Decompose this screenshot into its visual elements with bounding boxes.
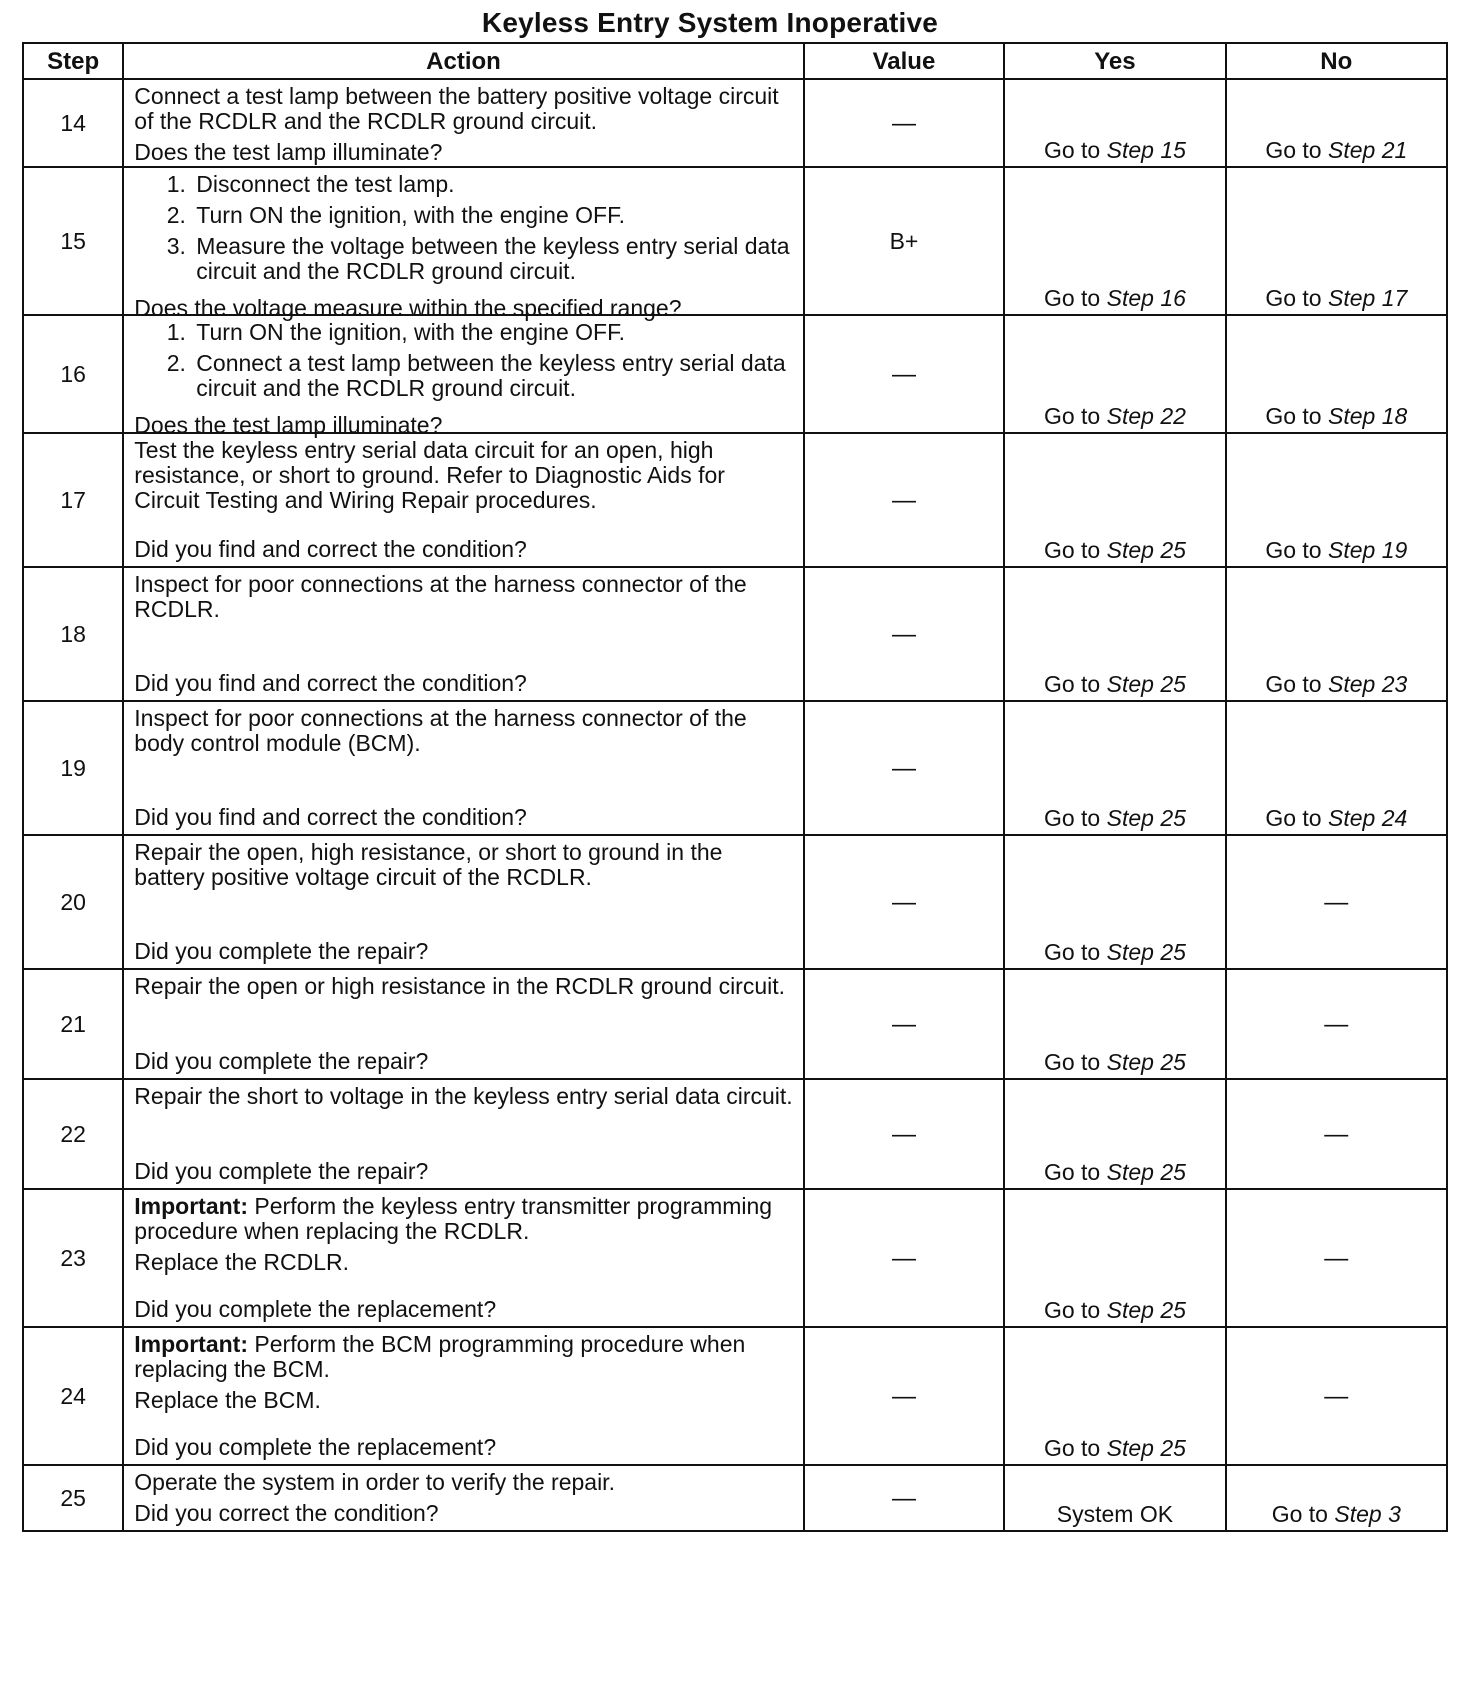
no-cell bbox=[1226, 1327, 1447, 1465]
no-go-to-link[interactable] bbox=[1265, 671, 1407, 697]
table-row bbox=[23, 79, 1447, 167]
go-to-label: Go to bbox=[1043, 939, 1101, 965]
action-content bbox=[134, 840, 794, 964]
no-go-to-link[interactable] bbox=[1265, 137, 1407, 163]
action-cell bbox=[123, 315, 803, 438]
action-cell bbox=[123, 835, 803, 969]
table-row bbox=[23, 433, 1447, 567]
action-text: Inspect for poor connections at the harness connector of the body control module (BCM). bbox=[134, 705, 747, 756]
action-cell bbox=[123, 1079, 803, 1189]
table-row bbox=[23, 701, 1447, 835]
no-dash: — bbox=[1324, 1244, 1349, 1272]
action-content bbox=[134, 1084, 794, 1184]
action-text: Inspect for poor connections at the harness connector of the RCDLR. bbox=[134, 571, 747, 622]
yes-cell bbox=[1004, 969, 1225, 1079]
go-to-label: Go to bbox=[1043, 1049, 1101, 1075]
action-question: Did you find and correct the condition? bbox=[134, 670, 527, 696]
go-to-step: Step 23 bbox=[1327, 671, 1408, 697]
yes-go-to-link[interactable] bbox=[1044, 1435, 1186, 1461]
go-to-step: Step 22 bbox=[1106, 403, 1186, 429]
important-text: Perform the BCM programming procedure when replacing the BCM. bbox=[134, 1331, 746, 1382]
yes-cell bbox=[1004, 1189, 1225, 1327]
value-text: — bbox=[891, 1244, 916, 1272]
yes-go-to-link[interactable] bbox=[1044, 1297, 1186, 1323]
go-to-label: Go to bbox=[1265, 671, 1322, 697]
value-cell bbox=[804, 433, 1005, 567]
go-to-label: Go to bbox=[1043, 1435, 1101, 1461]
value-text: — bbox=[891, 486, 916, 514]
action-text: Connect a test lamp between the battery positive voltage circuit of the RCDLR and the RCDLR ground circuit. bbox=[134, 83, 779, 134]
go-to-label: Go to bbox=[1265, 403, 1322, 429]
yes-go-to-link[interactable] bbox=[1044, 403, 1186, 429]
action-content bbox=[134, 974, 794, 1074]
action-text: Repair the short to voltage in the keyless entry serial data circuit. bbox=[134, 1083, 793, 1109]
table-body bbox=[23, 79, 1447, 1531]
action-content bbox=[134, 1332, 794, 1460]
yes-go-to-link[interactable] bbox=[1044, 1159, 1186, 1185]
no-go-to-link[interactable] bbox=[1272, 1501, 1401, 1527]
action-instructions bbox=[134, 84, 794, 134]
go-to-step: Step 17 bbox=[1327, 285, 1408, 311]
step-number: 23 bbox=[23, 1189, 123, 1327]
action-cell bbox=[123, 701, 803, 835]
go-to-step: Step 15 bbox=[1106, 137, 1186, 163]
yes-cell bbox=[1004, 1327, 1225, 1465]
action-question: Does the test lamp illuminate? bbox=[134, 412, 443, 438]
action-question: Did you correct the condition? bbox=[134, 1500, 439, 1526]
value-text: — bbox=[891, 360, 916, 388]
action-step-list bbox=[134, 172, 794, 290]
yes-result-text: System OK bbox=[1056, 1501, 1174, 1527]
go-to-label: Go to bbox=[1265, 137, 1322, 163]
value-cell bbox=[804, 79, 1005, 167]
yes-go-to-link[interactable] bbox=[1044, 137, 1186, 163]
action-instructions bbox=[134, 1194, 794, 1275]
no-cell bbox=[1226, 969, 1447, 1079]
value-cell bbox=[804, 1189, 1005, 1327]
step-number: 25 bbox=[23, 1465, 123, 1531]
no-cell bbox=[1226, 1079, 1447, 1189]
value-text: — bbox=[891, 1010, 916, 1038]
go-to-label: Go to bbox=[1265, 537, 1322, 563]
action-step-item: 1. Turn ON the ignition, with the engine OFF. bbox=[192, 320, 794, 345]
no-cell bbox=[1226, 79, 1447, 167]
yes-cell bbox=[1004, 701, 1225, 835]
header-action: Action bbox=[123, 43, 803, 79]
header-value: Value bbox=[804, 43, 1005, 79]
step-number: 18 bbox=[23, 567, 123, 701]
action-content bbox=[134, 83, 794, 165]
go-to-label: Go to bbox=[1265, 285, 1322, 311]
no-cell bbox=[1226, 167, 1447, 315]
no-go-to-link[interactable] bbox=[1265, 403, 1407, 429]
go-to-label: Go to bbox=[1271, 1501, 1328, 1527]
value-text: — bbox=[891, 1120, 916, 1148]
action-content bbox=[134, 438, 794, 562]
go-to-step: Step 25 bbox=[1106, 805, 1186, 831]
value-text: B+ bbox=[889, 227, 919, 254]
no-cell bbox=[1226, 701, 1447, 835]
action-cell bbox=[123, 167, 803, 321]
value-text: — bbox=[891, 109, 916, 137]
step-number: 16 bbox=[23, 315, 123, 433]
go-to-label: Go to bbox=[1043, 805, 1101, 831]
go-to-step: Step 25 bbox=[1106, 671, 1186, 697]
important-label: Important: bbox=[134, 1331, 249, 1357]
action-question: Did you complete the repair? bbox=[134, 1158, 429, 1184]
action-cell bbox=[123, 433, 803, 567]
action-instructions bbox=[134, 974, 794, 999]
go-to-step: Step 3 bbox=[1334, 1501, 1401, 1527]
go-to-label: Go to bbox=[1043, 403, 1101, 429]
value-text: — bbox=[891, 754, 916, 782]
step-number: 17 bbox=[23, 433, 123, 567]
step-number: 15 bbox=[23, 167, 123, 315]
no-cell bbox=[1226, 835, 1447, 969]
no-cell bbox=[1226, 567, 1447, 701]
action-cell bbox=[123, 1327, 803, 1465]
value-text: — bbox=[891, 1484, 916, 1512]
action-instructions bbox=[134, 1470, 794, 1495]
step-number: 22 bbox=[23, 1079, 123, 1189]
yes-cell bbox=[1004, 567, 1225, 701]
header-no: No bbox=[1226, 43, 1447, 79]
value-text: — bbox=[891, 1382, 916, 1410]
go-to-step: Step 25 bbox=[1106, 1159, 1186, 1185]
table-row bbox=[23, 315, 1447, 433]
action-instructions bbox=[134, 172, 794, 290]
go-to-label: Go to bbox=[1043, 1297, 1101, 1323]
action-question: Did you complete the replacement? bbox=[134, 1296, 497, 1322]
action-question: Did you find and correct the condition? bbox=[134, 804, 527, 830]
go-to-step: Step 25 bbox=[1106, 1297, 1186, 1323]
yes-cell bbox=[1004, 835, 1225, 969]
table-row bbox=[23, 1465, 1447, 1531]
value-cell bbox=[804, 969, 1005, 1079]
action-text: Replace the BCM. bbox=[134, 1387, 321, 1413]
table-row bbox=[23, 835, 1447, 969]
action-step-item: 2. Connect a test lamp between the keyless entry serial data circuit and the RCDLR ground circuit. bbox=[192, 351, 794, 401]
yes-go-to-link[interactable] bbox=[1044, 537, 1186, 563]
value-cell bbox=[804, 1327, 1005, 1465]
table-row bbox=[23, 1327, 1447, 1465]
important-note bbox=[134, 1194, 794, 1244]
step-number: 20 bbox=[23, 835, 123, 969]
yes-cell bbox=[1004, 1079, 1225, 1189]
action-instructions bbox=[134, 1084, 794, 1109]
table-row bbox=[23, 1079, 1447, 1189]
action-question: Did you complete the repair? bbox=[134, 1048, 429, 1074]
action-content bbox=[134, 1470, 794, 1526]
action-instructions bbox=[134, 320, 794, 407]
no-dash: — bbox=[1324, 1010, 1349, 1038]
value-text: — bbox=[891, 620, 916, 648]
go-to-step: Step 25 bbox=[1106, 939, 1186, 965]
no-cell bbox=[1226, 1189, 1447, 1327]
yes-cell bbox=[1004, 433, 1225, 567]
action-content bbox=[134, 572, 794, 696]
action-instructions bbox=[134, 438, 794, 513]
step-number: 14 bbox=[23, 79, 123, 167]
action-step-item: 2. Turn ON the ignition, with the engine OFF. bbox=[192, 203, 794, 228]
header-yes: Yes bbox=[1004, 43, 1225, 79]
action-text: Test the keyless entry serial data circuit for an open, high resistance, or short to ground. Refer to Diagnostic Aids for Circuit Testing and Wiring Repair procedures. bbox=[134, 437, 725, 513]
action-cell bbox=[123, 1189, 803, 1327]
action-text: Operate the system in order to verify the repair. bbox=[134, 1469, 615, 1495]
action-text: Repair the open, high resistance, or short to ground in the battery positive voltage circuit of the RCDLR. bbox=[134, 839, 723, 890]
action-cell bbox=[123, 969, 803, 1079]
table-header-row bbox=[23, 43, 1447, 79]
step-number: 21 bbox=[23, 969, 123, 1079]
important-text: Perform the keyless entry transmitter programming procedure when replacing the RCDLR. bbox=[134, 1193, 773, 1244]
go-to-step: Step 19 bbox=[1327, 537, 1408, 563]
action-text: Replace the RCDLR. bbox=[134, 1249, 350, 1275]
yes-cell bbox=[1004, 315, 1225, 433]
yes-go-to-link[interactable] bbox=[1044, 285, 1186, 311]
header-step: Step bbox=[23, 43, 123, 79]
go-to-step: Step 16 bbox=[1106, 285, 1186, 311]
go-to-label: Go to bbox=[1043, 1159, 1101, 1185]
go-to-step: Step 18 bbox=[1327, 403, 1408, 429]
yes-cell bbox=[1004, 1465, 1225, 1531]
action-cell bbox=[123, 1465, 803, 1531]
action-question: Did you complete the replacement? bbox=[134, 1434, 497, 1460]
action-content bbox=[134, 171, 794, 321]
yes-go-to-link[interactable] bbox=[1044, 805, 1186, 831]
go-to-step: Step 25 bbox=[1106, 537, 1186, 563]
no-dash: — bbox=[1324, 888, 1349, 916]
no-cell bbox=[1226, 433, 1447, 567]
value-cell bbox=[804, 1079, 1005, 1189]
action-instructions bbox=[134, 706, 794, 756]
no-go-to-link[interactable] bbox=[1265, 285, 1407, 311]
important-note bbox=[134, 1332, 794, 1382]
yes-go-to-link[interactable] bbox=[1044, 939, 1186, 965]
diagnostic-table bbox=[22, 42, 1448, 1532]
no-cell bbox=[1226, 1465, 1447, 1531]
action-instructions bbox=[134, 572, 794, 622]
go-to-label: Go to bbox=[1265, 805, 1322, 831]
no-cell bbox=[1226, 315, 1447, 433]
action-question: Does the test lamp illuminate? bbox=[134, 139, 443, 165]
action-instructions bbox=[134, 1332, 794, 1413]
yes-cell bbox=[1004, 167, 1225, 315]
value-cell bbox=[804, 567, 1005, 701]
value-cell bbox=[804, 701, 1005, 835]
table-row bbox=[23, 567, 1447, 701]
action-step-list bbox=[134, 320, 794, 407]
action-cell bbox=[123, 79, 803, 167]
value-cell bbox=[804, 1465, 1005, 1531]
action-instructions bbox=[134, 840, 794, 890]
action-content bbox=[134, 706, 794, 830]
yes-go-to-link[interactable] bbox=[1044, 1049, 1186, 1075]
go-to-step: Step 25 bbox=[1106, 1435, 1186, 1461]
table-row bbox=[23, 1189, 1447, 1327]
value-cell bbox=[804, 835, 1005, 969]
go-to-label: Go to bbox=[1043, 137, 1101, 163]
action-question: Did you find and correct the condition? bbox=[134, 536, 527, 562]
action-question: Does the voltage measure within the specified range? bbox=[134, 295, 682, 321]
no-dash: — bbox=[1324, 1120, 1349, 1148]
no-go-to-link[interactable] bbox=[1265, 805, 1407, 831]
go-to-label: Go to bbox=[1043, 537, 1101, 563]
yes-cell bbox=[1004, 79, 1225, 167]
action-question: Did you complete the repair? bbox=[134, 938, 429, 964]
step-number: 19 bbox=[23, 701, 123, 835]
step-number: 24 bbox=[23, 1327, 123, 1465]
yes-go-to-link[interactable] bbox=[1044, 671, 1186, 697]
go-to-label: Go to bbox=[1043, 285, 1101, 311]
go-to-step: Step 21 bbox=[1327, 137, 1408, 163]
action-text: Repair the open or high resistance in the RCDLR ground circuit. bbox=[134, 973, 786, 999]
action-content bbox=[134, 1194, 794, 1322]
go-to-step: Step 25 bbox=[1106, 1049, 1186, 1075]
important-label: Important: bbox=[134, 1193, 249, 1219]
action-step-item: 1. Disconnect the test lamp. bbox=[192, 172, 794, 197]
action-content bbox=[134, 319, 794, 438]
no-dash: — bbox=[1324, 1382, 1349, 1410]
go-to-step: Step 24 bbox=[1327, 805, 1408, 831]
table-row bbox=[23, 969, 1447, 1079]
table-row bbox=[23, 167, 1447, 315]
action-step-item: 3. Measure the voltage between the keyless entry serial data circuit and the RCDLR ground circuit. bbox=[192, 234, 794, 284]
go-to-label: Go to bbox=[1043, 671, 1101, 697]
no-go-to-link[interactable] bbox=[1265, 537, 1407, 563]
value-cell bbox=[804, 315, 1005, 433]
value-text: — bbox=[891, 888, 916, 916]
action-cell bbox=[123, 567, 803, 701]
value-cell bbox=[804, 167, 1005, 315]
page-title: Keyless Entry System Inoperative bbox=[481, 7, 939, 38]
